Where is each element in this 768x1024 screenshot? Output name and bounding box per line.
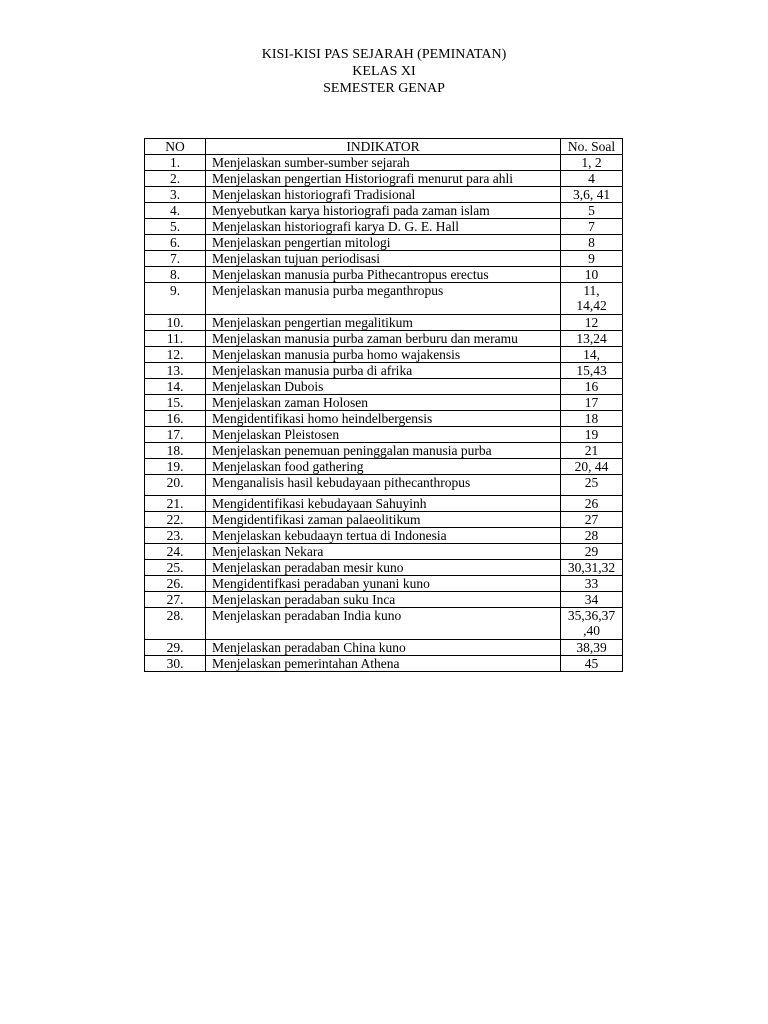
row-indikator: Mengidentifikasi kebudayaan Sahuyinh xyxy=(206,496,561,512)
row-number: 4. xyxy=(145,203,206,219)
table-row xyxy=(145,187,623,203)
row-indikator: Menjelaskan manusia purba homo wajakensis xyxy=(206,347,561,363)
row-number: 15. xyxy=(145,395,206,411)
row-no-soal: 9 xyxy=(561,251,623,267)
table-row xyxy=(145,427,623,443)
table-row xyxy=(145,443,623,459)
document-title xyxy=(0,46,768,97)
row-indikator: Menjelaskan manusia purba Pithecantropus erectus xyxy=(206,267,561,283)
table-row xyxy=(145,347,623,363)
row-no-soal: 14, xyxy=(561,347,623,363)
row-no-soal: 34 xyxy=(561,592,623,608)
row-indikator: Menjelaskan penemuan peninggalan manusia purba xyxy=(206,443,561,459)
header-no-soal: No. Soal xyxy=(561,139,623,155)
kisi-kisi-table xyxy=(144,138,623,672)
table-row xyxy=(145,592,623,608)
row-number: 14. xyxy=(145,379,206,395)
row-no-soal: 15,43 xyxy=(561,363,623,379)
row-indikator: Menjelaskan zaman Holosen xyxy=(206,395,561,411)
row-number: 16. xyxy=(145,411,206,427)
title-line-2: KELAS XI xyxy=(352,64,416,79)
row-no-soal: 12 xyxy=(561,315,623,331)
row-number: 19. xyxy=(145,459,206,475)
row-no-soal: 20, 44 xyxy=(561,459,623,475)
row-indikator: Menjelaskan pengertian mitologi xyxy=(206,235,561,251)
row-no-soal: 21 xyxy=(561,443,623,459)
row-no-soal: 17 xyxy=(561,395,623,411)
row-no-soal: 16 xyxy=(561,379,623,395)
row-no-soal: 29 xyxy=(561,544,623,560)
row-no-soal: 33 xyxy=(561,576,623,592)
row-no-soal: 8 xyxy=(561,235,623,251)
header-no: NO xyxy=(145,139,206,155)
row-indikator: Menjelaskan Nekara xyxy=(206,544,561,560)
row-indikator: Menjelaskan manusia purba meganthropus xyxy=(206,283,561,315)
row-number: 28. xyxy=(145,608,206,640)
row-no-soal: 3,6, 41 xyxy=(561,187,623,203)
row-number: 5. xyxy=(145,219,206,235)
row-indikator: Menjelaskan food gathering xyxy=(206,459,561,475)
row-no-soal: 28 xyxy=(561,528,623,544)
table-row xyxy=(145,560,623,576)
row-indikator: Menjelaskan Dubois xyxy=(206,379,561,395)
table-row xyxy=(145,640,623,656)
row-number: 6. xyxy=(145,235,206,251)
row-indikator: Menjelaskan peradaban India kuno xyxy=(206,608,561,640)
title-line-3: SEMESTER GENAP xyxy=(323,81,445,96)
row-indikator: Menjelaskan sumber-sumber sejarah xyxy=(206,155,561,171)
row-number: 18. xyxy=(145,443,206,459)
table-row xyxy=(145,235,623,251)
table-row xyxy=(145,496,623,512)
table-row xyxy=(145,544,623,560)
table-row xyxy=(145,395,623,411)
row-indikator: Menyebutkan karya historiografi pada zaman islam xyxy=(206,203,561,219)
row-number: 20. xyxy=(145,475,206,496)
row-indikator: Menjelaskan pengertian Historiografi menurut para ahli xyxy=(206,171,561,187)
row-number: 24. xyxy=(145,544,206,560)
row-no-soal: 27 xyxy=(561,512,623,528)
row-number: 2. xyxy=(145,171,206,187)
row-number: 30. xyxy=(145,656,206,672)
table-row xyxy=(145,656,623,672)
table-row xyxy=(145,528,623,544)
row-indikator: Mengidentifkasi peradaban yunani kuno xyxy=(206,576,561,592)
row-no-soal: 13,24 xyxy=(561,331,623,347)
row-number: 7. xyxy=(145,251,206,267)
row-number: 27. xyxy=(145,592,206,608)
row-number: 29. xyxy=(145,640,206,656)
row-number: 8. xyxy=(145,267,206,283)
table-row xyxy=(145,251,623,267)
table-row xyxy=(145,171,623,187)
table-row xyxy=(145,155,623,171)
row-number: 21. xyxy=(145,496,206,512)
row-indikator: Menjelaskan kebudaayn tertua di Indonesia xyxy=(206,528,561,544)
row-no-soal: 18 xyxy=(561,411,623,427)
row-no-soal: 35,36,37 ,40 xyxy=(561,608,623,640)
row-indikator: Menjelaskan manusia purba di afrika xyxy=(206,363,561,379)
row-no-soal: 45 xyxy=(561,656,623,672)
row-indikator: Menjelaskan pengertian megalitikum xyxy=(206,315,561,331)
row-no-soal: 11, 14,42 xyxy=(561,283,623,315)
row-number: 13. xyxy=(145,363,206,379)
row-indikator: Menjelaskan peradaban suku Inca xyxy=(206,592,561,608)
table-row xyxy=(145,411,623,427)
table-row xyxy=(145,267,623,283)
row-indikator: Menjelaskan peradaban mesir kuno xyxy=(206,560,561,576)
table-row xyxy=(145,379,623,395)
row-number: 9. xyxy=(145,283,206,315)
row-number: 25. xyxy=(145,560,206,576)
row-number: 17. xyxy=(145,427,206,443)
row-indikator: Menjelaskan tujuan periodisasi xyxy=(206,251,561,267)
table-row xyxy=(145,608,623,640)
row-no-soal: 4 xyxy=(561,171,623,187)
table-row xyxy=(145,363,623,379)
row-number: 11. xyxy=(145,331,206,347)
row-no-soal: 26 xyxy=(561,496,623,512)
row-number: 23. xyxy=(145,528,206,544)
row-number: 3. xyxy=(145,187,206,203)
row-indikator: Menjelaskan Pleistosen xyxy=(206,427,561,443)
row-number: 12. xyxy=(145,347,206,363)
row-indikator: Menjelaskan peradaban China kuno xyxy=(206,640,561,656)
row-indikator: Mengidentifikasi homo heindelbergensis xyxy=(206,411,561,427)
table-row xyxy=(145,331,623,347)
row-no-soal: 38,39 xyxy=(561,640,623,656)
row-no-soal: 10 xyxy=(561,267,623,283)
row-indikator: Menjelaskan pemerintahan Athena xyxy=(206,656,561,672)
table-row xyxy=(145,283,623,315)
table-row xyxy=(145,459,623,475)
row-number: 26. xyxy=(145,576,206,592)
table-body xyxy=(145,155,623,672)
title-line-1: KISI-KISI PAS SEJARAH (PEMINATAN) xyxy=(261,47,507,62)
row-indikator: Menjelaskan manusia purba zaman berburu dan meramu xyxy=(206,331,561,347)
row-number: 10. xyxy=(145,315,206,331)
row-no-soal: 19 xyxy=(561,427,623,443)
row-indikator: Menganalisis hasil kebudayaan pithecanthropus xyxy=(206,475,561,496)
row-indikator: Menjelaskan historiografi Tradisional xyxy=(206,187,561,203)
row-indikator: Mengidentifikasi zaman palaeolitikum xyxy=(206,512,561,528)
table-row xyxy=(145,475,623,496)
table-row xyxy=(145,315,623,331)
row-no-soal: 5 xyxy=(561,203,623,219)
table-row xyxy=(145,576,623,592)
row-number: 1. xyxy=(145,155,206,171)
row-indikator: Menjelaskan historiografi karya D. G. E. Hall xyxy=(206,219,561,235)
row-no-soal: 30,31,32 xyxy=(561,560,623,576)
table-row xyxy=(145,512,623,528)
table-header-row xyxy=(145,139,623,155)
row-no-soal: 1, 2 xyxy=(561,155,623,171)
row-no-soal: 25 xyxy=(561,475,623,496)
row-number: 22. xyxy=(145,512,206,528)
row-no-soal: 7 xyxy=(561,219,623,235)
header-indikator: INDIKATOR xyxy=(206,139,561,155)
table-row xyxy=(145,219,623,235)
table-row xyxy=(145,203,623,219)
